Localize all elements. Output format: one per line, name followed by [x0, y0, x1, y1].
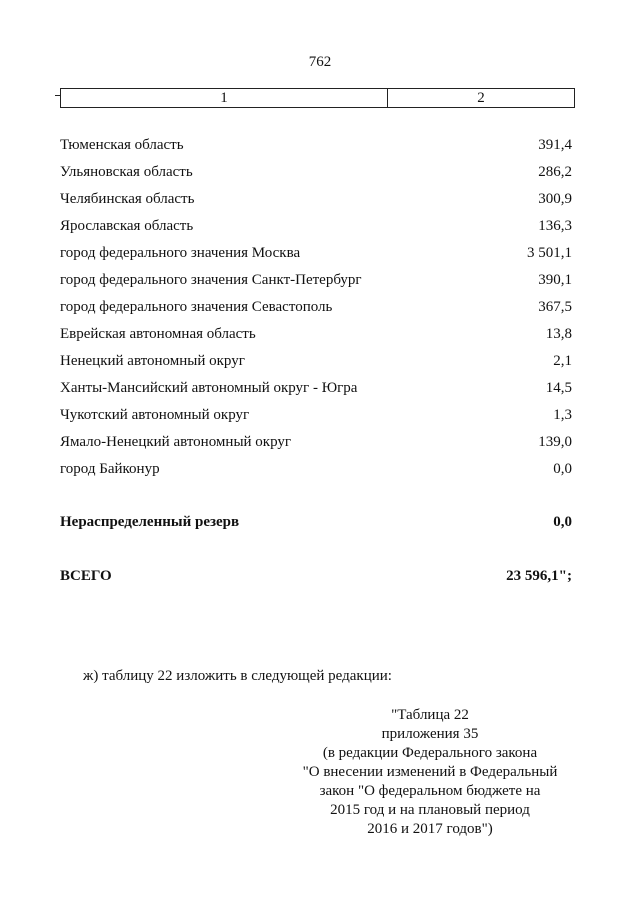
- region-name: Челябинская область: [60, 191, 195, 207]
- region-name: Ульяновская область: [60, 164, 193, 180]
- region-value: 14,5: [545, 380, 572, 396]
- region-value: 13,8: [545, 326, 572, 342]
- note-line: приложения 35: [381, 726, 479, 742]
- region-value: 136,3: [538, 218, 572, 234]
- region-name: Ханты-Мансийский автономный округ - Югра: [60, 380, 358, 396]
- table-row: [60, 375, 572, 402]
- region-name: Ненецкий автономный округ: [60, 353, 245, 369]
- table-row: [60, 348, 572, 375]
- total-value: 23 596,1";: [506, 568, 572, 584]
- note-line: закон "О федеральном бюджете на: [319, 783, 541, 799]
- table-row: [60, 402, 572, 429]
- table-row: [60, 267, 572, 294]
- table-row: [60, 132, 572, 159]
- region-value: 3 501,1: [527, 245, 572, 261]
- note-line: 2015 год и на плановый период: [330, 802, 530, 818]
- note-line: 2016 и 2017 годов"): [367, 821, 493, 837]
- region-value: 390,1: [538, 272, 572, 288]
- region-table: [60, 132, 572, 483]
- region-name: город Байконур: [60, 461, 160, 477]
- note-line: "Таблица 22: [391, 707, 469, 723]
- table-column-header: [60, 88, 575, 108]
- region-name: город федерального значения Севастополь: [60, 299, 333, 315]
- table-caption-note: [300, 706, 560, 839]
- region-name: Ямало-Ненецкий автономный округ: [60, 434, 292, 450]
- reserve-label: Нераспределенный резерв: [60, 514, 240, 530]
- table-row: [60, 186, 572, 213]
- region-name: Чукотский автономный округ: [60, 407, 250, 423]
- table-row: [60, 159, 572, 186]
- page-number: 762: [308, 54, 332, 70]
- region-name: город федерального значения Москва: [60, 245, 301, 261]
- table-row: [60, 321, 572, 348]
- unallocated-reserve-row: [60, 512, 572, 532]
- region-value: 286,2: [538, 164, 572, 180]
- region-value: 1,3: [553, 407, 572, 423]
- region-value: 139,0: [538, 434, 572, 450]
- region-name: Тюменская область: [60, 137, 184, 153]
- region-value: 0,0: [553, 461, 572, 477]
- table-row: [60, 294, 572, 321]
- column-2-number: 2: [477, 90, 485, 106]
- note-line: "О внесении изменений в Федеральный: [302, 764, 558, 780]
- region-value: 367,5: [538, 299, 572, 315]
- region-name: город федерального значения Санкт-Петербург: [60, 272, 362, 288]
- reserve-value: 0,0: [553, 514, 572, 530]
- region-value: 2,1: [553, 353, 572, 369]
- table-row: [60, 456, 572, 483]
- region-value: 300,9: [538, 191, 572, 207]
- amendment-instruction: ж) таблицу 22 изложить в следующей редакции:: [83, 668, 392, 684]
- total-row: [60, 566, 572, 586]
- table-row: [60, 240, 572, 267]
- total-label: ВСЕГО: [60, 568, 112, 584]
- region-value: 391,4: [538, 137, 572, 153]
- region-name: Еврейская автономная область: [60, 326, 256, 342]
- table-row: [60, 213, 572, 240]
- column-1-number: 1: [61, 89, 388, 107]
- region-name: Ярославская область: [60, 218, 194, 234]
- note-line: (в редакции Федерального закона: [322, 745, 538, 761]
- table-row: [60, 429, 572, 456]
